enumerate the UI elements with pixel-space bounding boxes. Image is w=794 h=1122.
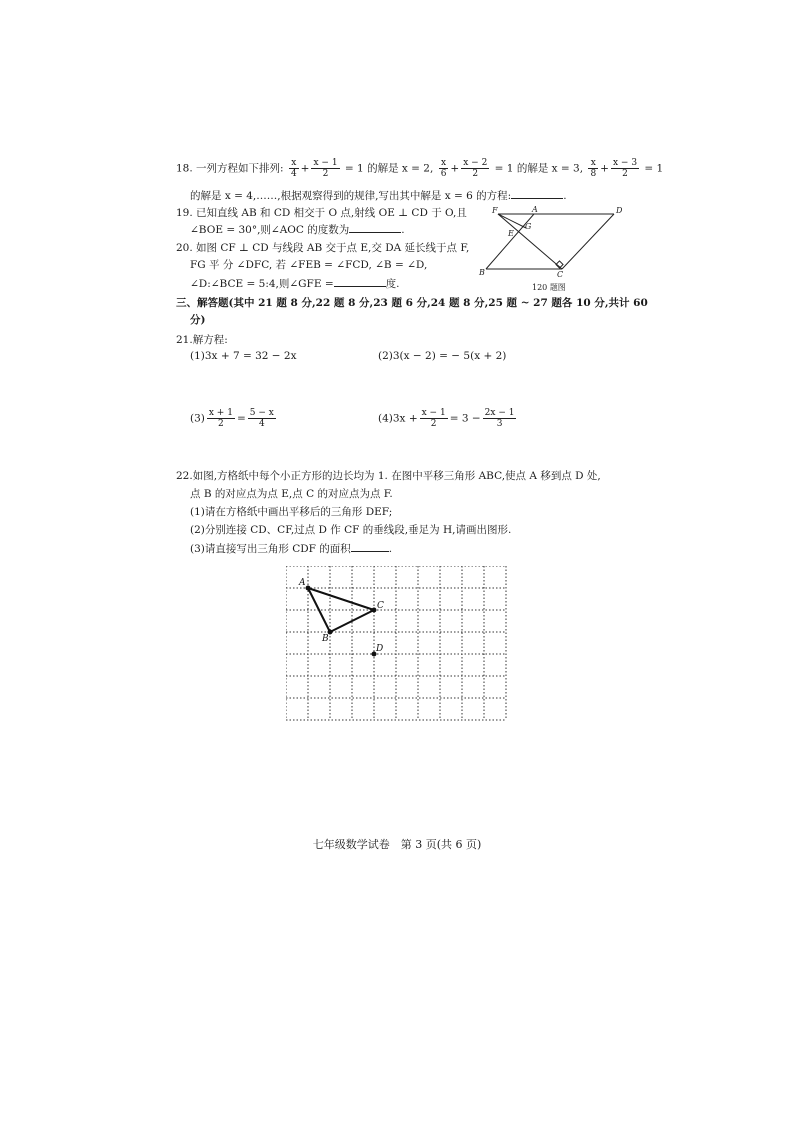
label-g: G [525, 222, 532, 231]
point-c [372, 608, 377, 613]
q18-eq1-rhs: = 1 [344, 162, 364, 175]
q18-eq2-frac-a: $\frac{x}{6}$ [440, 158, 447, 179]
q22-s1-text: (1)请在方格纸中画出平移后的三角形 DEF; [190, 506, 393, 518]
q20-text2: FG 平 分 ∠DFC, 若 ∠FEB = ∠FCD, ∠B = ∠D, [190, 259, 428, 271]
q22-s3-end: . [388, 543, 393, 555]
page-footer: 七年级数学试卷 第 3 页(共 6 页) [312, 838, 482, 851]
grid-label-a: A [299, 578, 306, 588]
grid-label-b: B [322, 634, 329, 644]
q18-eq1-frac-a: $\frac{x}{4}$ [290, 158, 297, 179]
q20-number: 20. [176, 242, 193, 254]
label-b: B [479, 268, 485, 277]
section3-title-text: 三、解答题(其中 21 题 8 分,22 题 8 分,23 题 6 分,24 题 8 分,25 题 ~ 27 题各 10 分,共计 60 [176, 297, 648, 309]
q22-line2 [190, 487, 393, 501]
q19-answer-blank[interactable] [349, 222, 401, 233]
segment-bc [330, 610, 374, 632]
q22-sub3 [190, 541, 392, 556]
q22-sub2 [190, 523, 511, 537]
q22-sub1 [190, 505, 392, 519]
q20-line2 [190, 258, 427, 272]
q18-line2-text: 的解是 x = 4,……,根据观察得到的规律,写出其中解是 x = 6 的方程: [190, 190, 512, 202]
q19-text2: ∠BOE = 30°,则∠AOC 的度数为 [190, 224, 350, 236]
q22-text2: 点 B 的对应点为点 E,点 C 的对应点为点 F. [190, 488, 393, 500]
q21-p3-frac-b: $\frac{5 - x}{4}$ [249, 408, 274, 429]
q18-eq1-frac-b: $\frac{x - 1}{2}$ [313, 158, 338, 179]
q21-number: 21. [176, 334, 193, 346]
q21-p4-label: (4)3x + [378, 412, 418, 425]
q18-eq1-sol: 的解是 x = 2, [367, 162, 434, 175]
grid-label-d: D [376, 644, 384, 654]
q21-p3-frac-a: $\frac{x + 1}{2}$ [208, 408, 233, 429]
q21-p2-text: (2)3(x − 2) = − 5(x + 2) [378, 350, 507, 362]
q19-line2 [190, 222, 405, 237]
q21-p4-frac-b: $\frac{2x - 1}{3}$ [484, 408, 515, 429]
q18-eq3-op: + [600, 162, 609, 175]
q19-text1: 已知直线 AB 和 CD 相交于 O 点,射线 OE ⊥ CD 于 O,且 [196, 207, 467, 219]
q21-part1 [190, 349, 297, 363]
section3-title [176, 296, 648, 310]
section3-title-cont [190, 313, 205, 327]
q20-answer-blank[interactable] [334, 276, 386, 287]
label-a: A [532, 205, 538, 214]
q21-part4 [378, 408, 518, 429]
q19-number: 19. [176, 207, 193, 219]
q21-p4-mid: = 3 − [449, 412, 481, 425]
q18-eq3-frac-b: $\frac{x - 3}{2}$ [612, 158, 638, 179]
q20-text1: 如图 CF ⊥ CD 与线段 AB 交于点 E,交 DA 延长线于点 F, [196, 242, 470, 254]
q21-p3-label: (3) [190, 412, 205, 425]
section3-title-cont-text: 分) [190, 314, 206, 326]
q21-part2 [378, 349, 506, 363]
q22-s3-text: (3)请直接写出三角形 CDF 的面积 [190, 543, 351, 555]
q18-line1 [176, 158, 663, 179]
grid-lines [286, 566, 506, 720]
q18-answer-blank[interactable] [511, 188, 563, 199]
q19-end: . [401, 224, 405, 236]
label-f: F [492, 206, 498, 215]
q21-intro [176, 333, 228, 347]
grid-label-c: C [377, 601, 384, 611]
q21-intro-text: 解方程: [192, 334, 228, 346]
q20-line1 [176, 241, 469, 255]
q18-eq2-sol: 的解是 x = 3, [516, 162, 584, 175]
q18-line2 [190, 188, 567, 203]
q22-answer-blank[interactable] [351, 541, 389, 552]
q18-eq3-rhs: = 1 [644, 162, 664, 175]
q18-eq2-op: + [450, 162, 460, 175]
q18-eq2-rhs: = 1 [494, 162, 514, 175]
q20-figure-caption: 120 题图 [532, 283, 566, 292]
q18-intro: 一列方程如下排列: [196, 162, 284, 175]
q20-unit: 度. [385, 278, 400, 290]
q22-s2-text: (2)分别连接 CD、CF,过点 D 作 CF 的垂线段,垂足为 H,请画出图形. [190, 524, 512, 536]
q22-text1: 如图,方格纸中每个小正方形的边长均为 1. 在图中平移三角形 ABC,使点 A 移到点 D 处, [192, 470, 601, 482]
q20-figure [478, 204, 628, 294]
q19-line1 [176, 206, 467, 220]
q22-number: 22. [176, 470, 193, 482]
label-c: C [557, 270, 564, 279]
q18-eq1-op: + [300, 162, 310, 175]
q18-eq3-frac-a: $\frac{x}{8}$ [590, 158, 597, 179]
q20-line3 [190, 276, 400, 291]
q21-part3 [190, 408, 278, 429]
q21-p1-text: (1)3x + 7 = 32 − 2x [190, 350, 297, 362]
q18-end: . [563, 190, 567, 202]
q22-line1 [176, 469, 601, 483]
q18-eq2-frac-b: $\frac{x - 2}{2}$ [463, 158, 488, 179]
label-d: D [616, 206, 623, 215]
q21-p4-frac-a: $\frac{x - 1}{2}$ [421, 408, 446, 429]
label-e: E [508, 229, 514, 238]
q18-number: 18. [176, 162, 193, 175]
q22-grid-figure [286, 566, 510, 722]
q21-p3-eq: = [236, 412, 246, 425]
line-dc [562, 214, 614, 269]
q20-text3: ∠D:∠BCE = 5:4,则∠GFE = [190, 278, 334, 290]
point-a [306, 586, 311, 591]
